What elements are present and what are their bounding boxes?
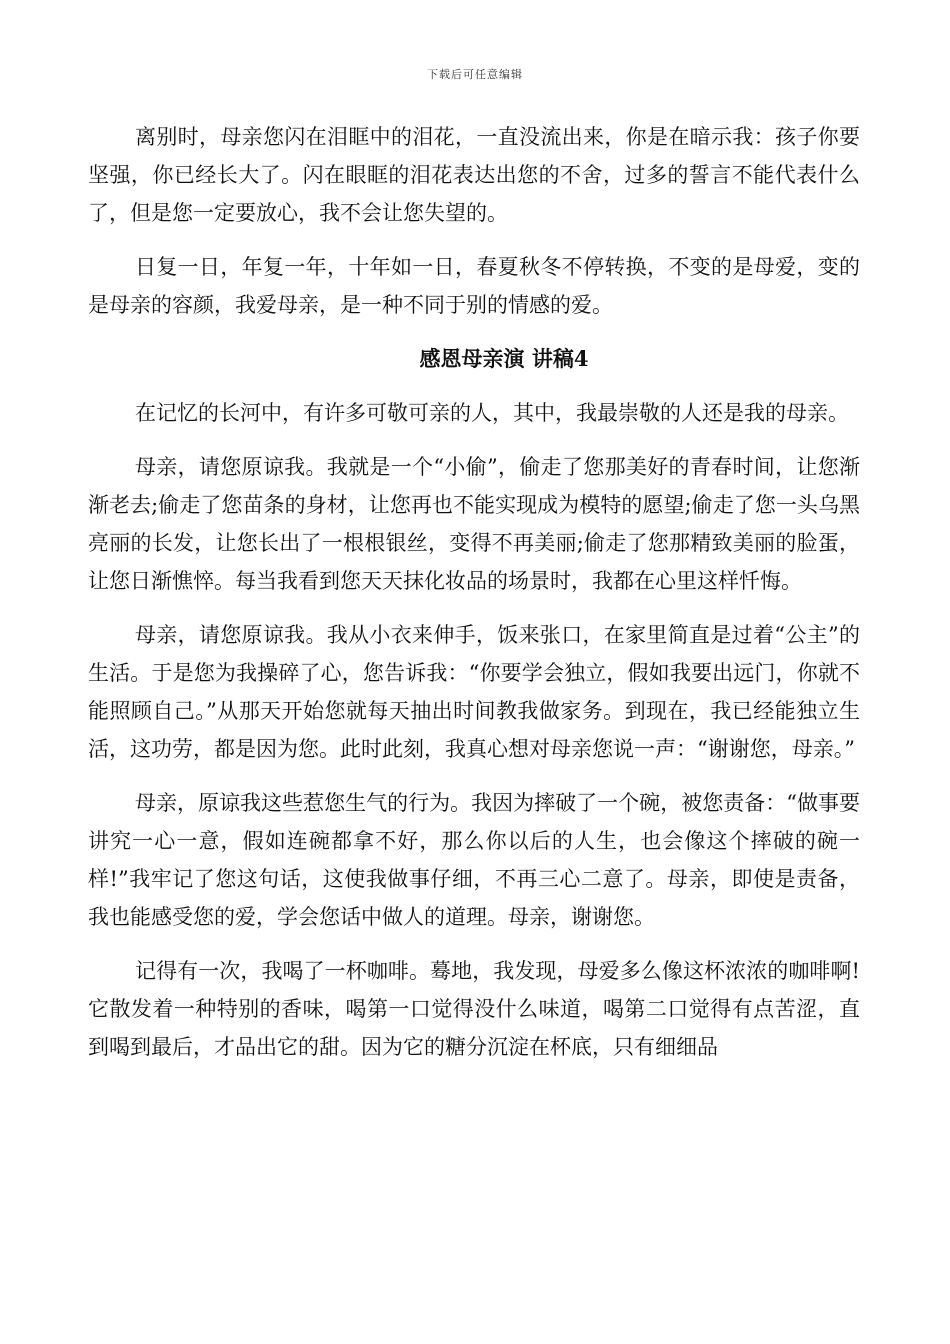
page-header-note: 下载后可任意编辑 bbox=[427, 68, 523, 81]
paragraph: 母亲，请您原谅我。我从小衣来伸手，饭来张口，在家里简直是过着“公主”的生活。于是您为我操碎了心，您告诉我：“你要学会独立，假如我要出远门，你就不能照顾自己。”从那天开始您就每天抽出时间教我做家务。到现在，我已经能独立生活，这功劳，都是因为您。此时此刻，我真心想对母亲您说一声：“谢谢您，母亲。” bbox=[88, 623, 860, 761]
paragraph: 记得有一次，我喝了一杯咖啡。蓦地，我发现，母爱多么像这杯浓浓的咖啡啊!它散发着一种特别的香味，喝第一口觉得没什么味道，喝第二口觉得有点苦涩，直到喝到最后，才品出它的甜。因为它的糖分沉淀在杯底，只有细细品 bbox=[88, 959, 860, 1059]
paragraph: 在记忆的长河中，有许多可敬可亲的人，其中，我最崇敬的人还是我的母亲。 bbox=[135, 401, 849, 425]
paragraph: 离别时，母亲您闪在泪眶中的泪花，一直没流出来，你是在暗示我：孩子你要坚强，你已经长大了。闪在眼眶的泪花表达出您的不舍，过多的誓言不能代表什么了，但是您一定要放心，我不会让您失望的。 bbox=[88, 125, 860, 225]
document-body bbox=[88, 118, 860, 1082]
paragraph: 日复一日，年复一年，十年如一日，春夏秋冬不停转换，不变的是母爱，变的是母亲的容颜，我爱母亲，是一种不同于别的情感的爱。 bbox=[88, 255, 860, 317]
paragraph: 母亲，请您原谅我。我就是一个“小偷”，偷走了您那美好的青春时间，让您渐渐老去;偷走了您苗条的身材，让您再也不能实现成为模特的愿望;偷走了您一头乌黑亮丽的长发，让您长出了一根根银丝，变得不再美丽;偷走了您那精致美丽的脸蛋，让您日渐憔悴。每当我看到您天天抹化妆品的场景时，我都在心里这样忏悔。 bbox=[88, 455, 860, 593]
paragraph: 母亲，原谅我这些惹您生气的行为。我因为摔破了一个碗，被您责备：“做事要讲究一心一意，假如连碗都拿不好，那么你以后的人生，也会像这个摔破的碗一样!”我牢记了您这句话，这使我做事仔细，不再三心二意了。母亲，即使是责备，我也能感受您的爱，学会您话中做人的道理。母亲，谢谢您。 bbox=[88, 791, 860, 929]
section-title: 感恩母亲演 讲稿4 bbox=[419, 346, 589, 371]
